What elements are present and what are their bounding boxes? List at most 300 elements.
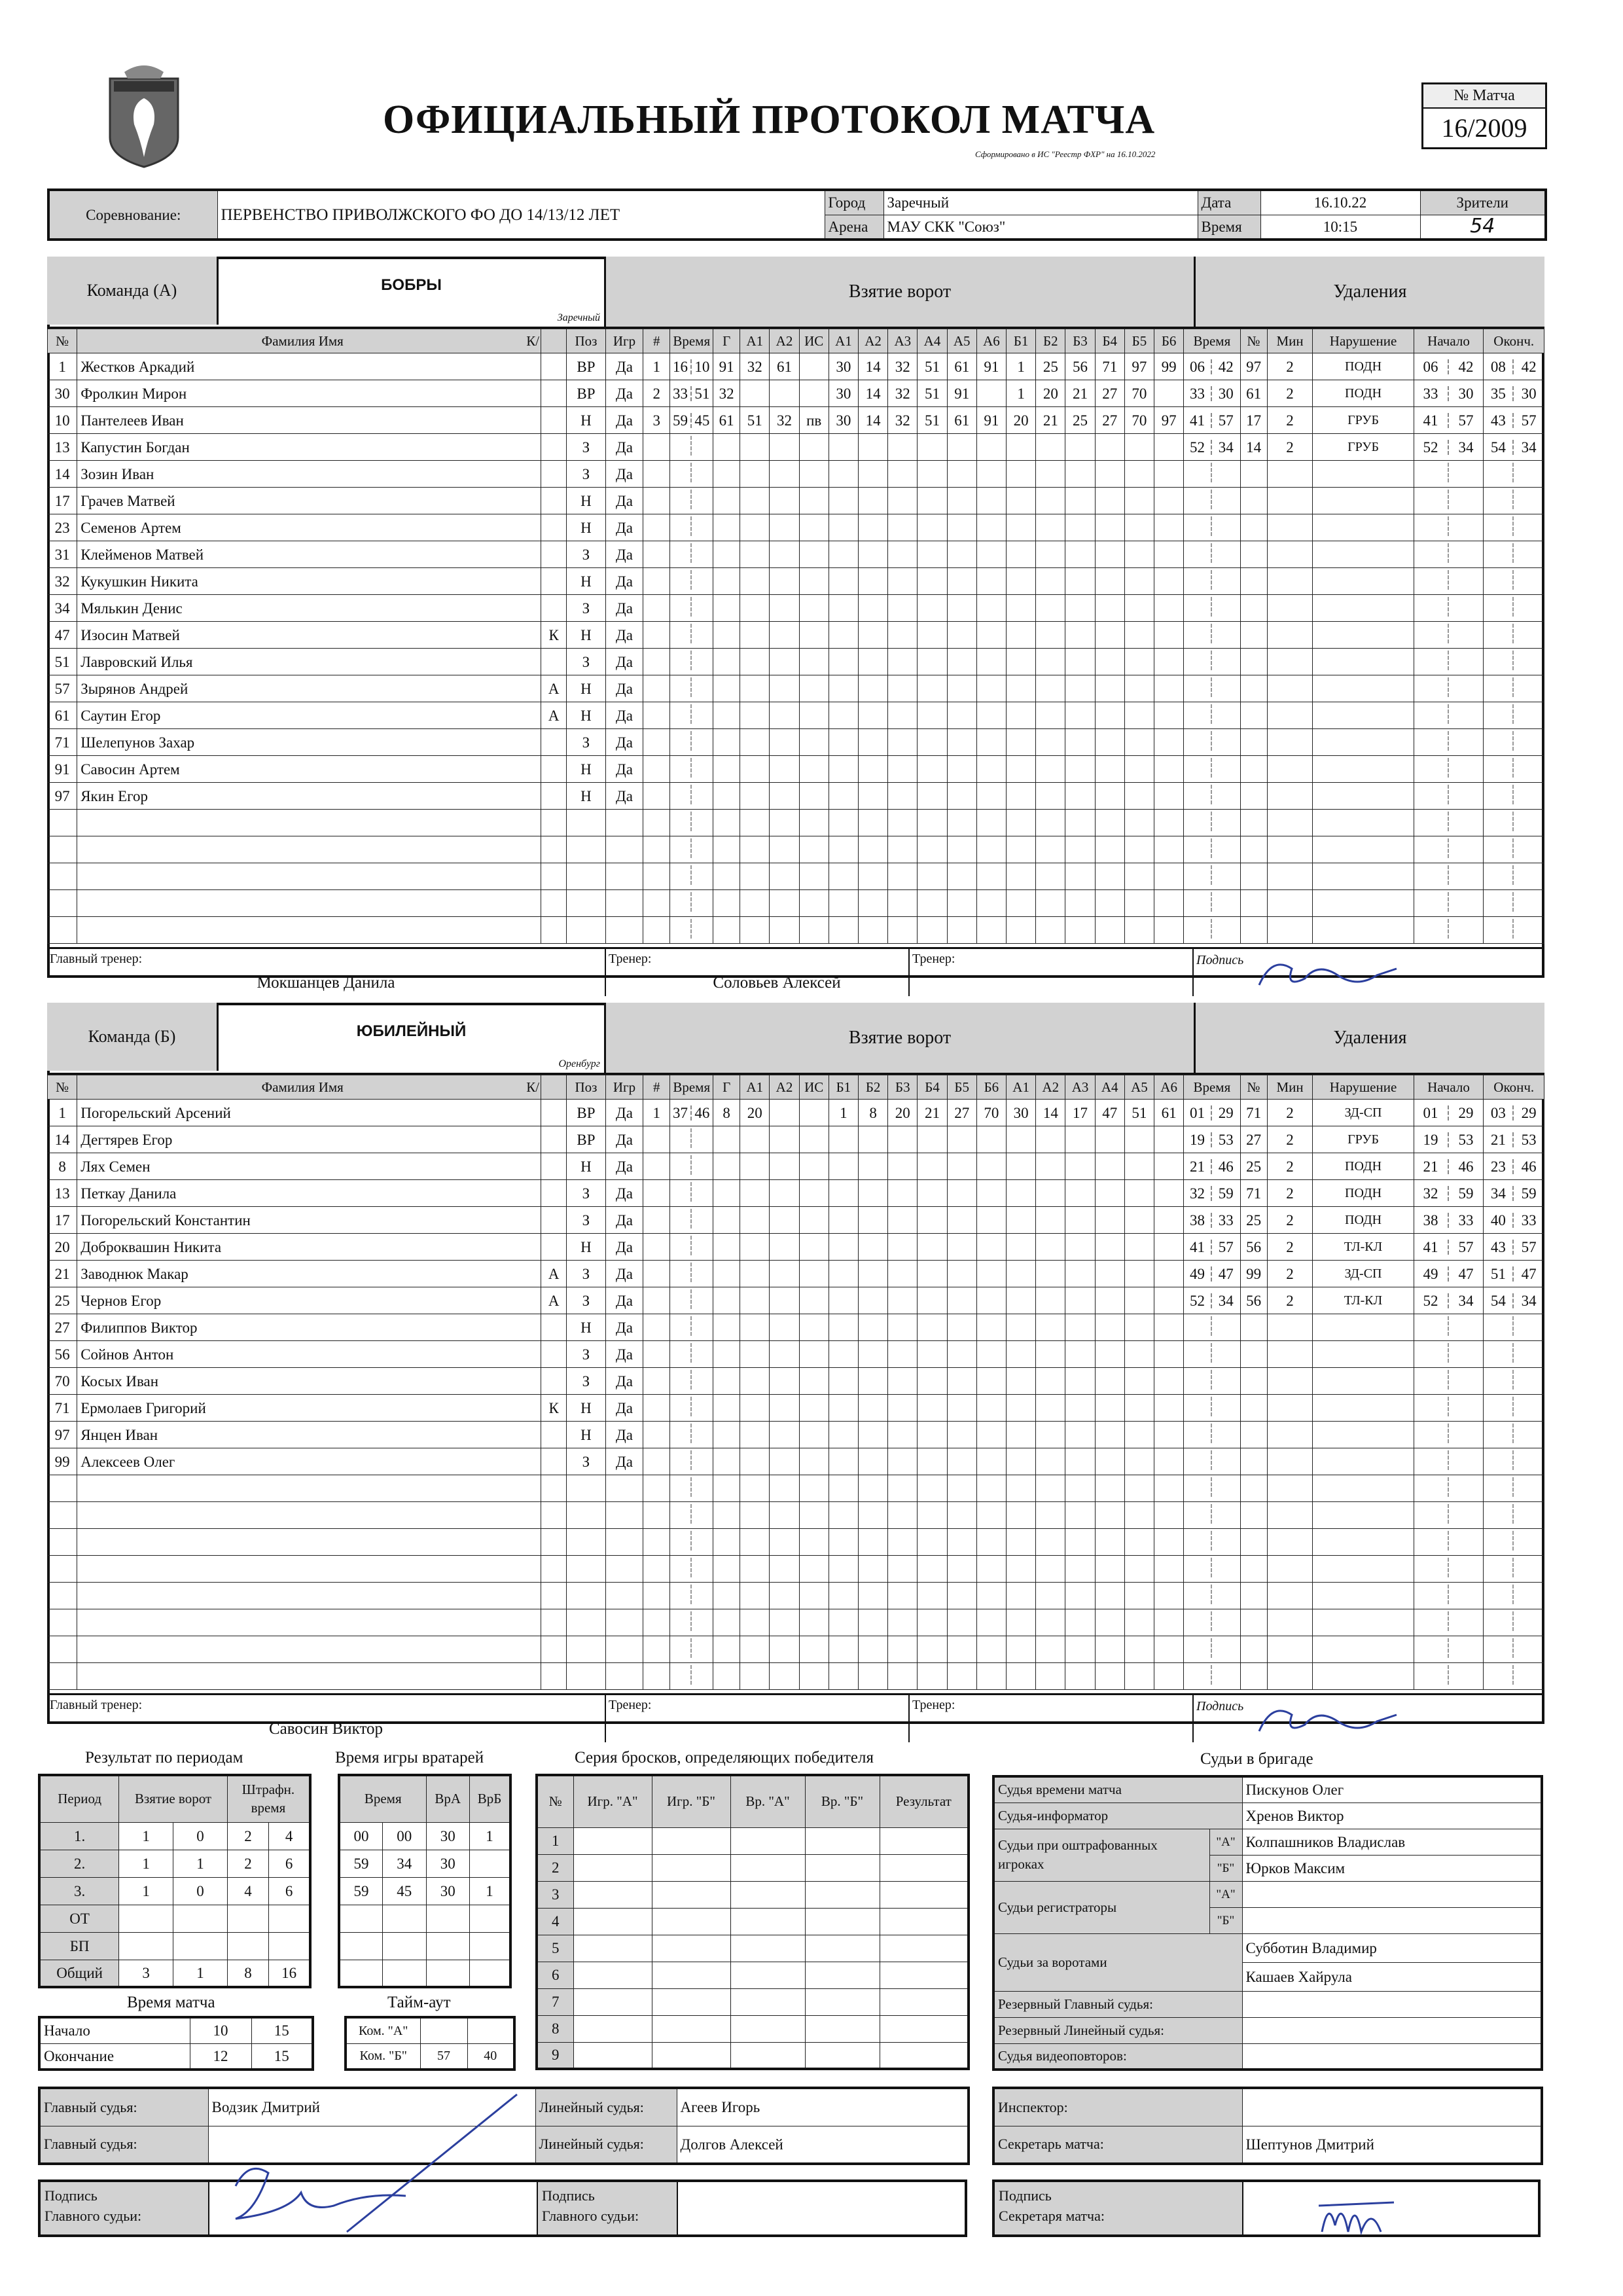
empty-cell [740,1395,770,1422]
goal-cell: 27 [1095,407,1124,434]
sh-num: 2 [537,1854,573,1881]
empty-cell [643,1475,670,1502]
coach-signature [1246,949,1403,996]
empty-cell [1240,836,1267,863]
empty-cell [888,917,918,944]
table-row [39,1822,310,1850]
period-cell: 0 [173,1822,228,1850]
period-cell: 3 [119,1960,173,1987]
col-igr: Игр [605,329,643,353]
empty-cell [1484,917,1544,944]
time-divider [670,1397,691,1416]
player-name: Саутин Егор [77,702,541,729]
empty-time-cell [670,1207,713,1234]
empty-cell [947,1529,976,1556]
gh-1: ВрА [426,1775,470,1822]
empty-cell [1184,1475,1240,1502]
team-a-coach: Соловьев Алексей [713,974,841,992]
empty-cell [1065,783,1095,810]
goal-cell: 91 [713,353,740,380]
period-cell: 1 [119,1850,173,1877]
crew-table [992,1775,1543,2071]
goal-col-1: Время [670,329,713,353]
table-row [537,2042,969,2069]
pen-sec: 29 [1218,1104,1234,1121]
empty-cell [713,1234,740,1261]
empty-cell [713,1583,740,1609]
pen-player: 27 [1240,1126,1267,1153]
empty-cell [805,1854,880,1881]
empty-cell [1007,1341,1036,1368]
arena: МАУ СКК "Союз" [883,215,1198,240]
empty-cell [1007,729,1036,756]
pen-end [1484,1180,1544,1207]
empty-cell [805,2042,880,2069]
empty-cell [1267,1609,1313,1636]
secretary-label: Секретарь матча: [993,2126,1242,2164]
goal-cell: 20 [740,1100,770,1126]
time-divider [1484,785,1514,804]
empty-cell [888,649,918,675]
empty-cell [1124,649,1154,675]
empty-cell [805,1935,880,1962]
empty-cell [1267,1583,1313,1609]
table-row [48,756,1544,783]
time-divider [670,1558,691,1577]
empty-cell [947,461,976,488]
empty-cell [888,514,918,541]
empty-cell [799,622,829,649]
player-pos: З [567,461,606,488]
goal-cell: 27 [947,1100,976,1126]
pen-reason: ТЛ-КЛ [1313,1287,1414,1314]
empty-cell [48,810,77,836]
empty-cell [1267,1368,1313,1395]
player-pos: З [567,1368,606,1395]
player-k: К [541,622,567,649]
empty-cell [1124,1126,1154,1153]
player-k [541,380,567,407]
empty-cell [740,514,770,541]
empty-cell [829,1261,858,1287]
shootout-table [535,1774,970,2070]
player-name: Фролкин Мирон [77,380,541,407]
empty-cell [859,1207,888,1234]
time-divider [1184,758,1212,778]
time-divider [1414,1370,1449,1390]
empty-cell [799,1422,829,1448]
pen-sec: 33 [1218,1211,1234,1229]
empty-cell [1414,675,1484,702]
goal-cell: 56 [1065,353,1095,380]
goal-cell: 21 [918,1100,947,1126]
player-k [541,729,567,756]
empty-cell [976,1234,1006,1261]
empty-cell [1240,622,1267,649]
empty-cell [888,1609,918,1636]
empty-cell [1065,541,1095,568]
player-pos: Н [567,514,606,541]
empty-cell [740,649,770,675]
empty-cell [976,1475,1006,1502]
player-pos: З [567,1287,606,1314]
goal-cell: 32 [888,407,918,434]
empty-cell [1036,488,1065,514]
pen-start [1414,1126,1484,1153]
empty-cell [1095,1341,1124,1368]
team-a-city: Заречный [557,312,600,323]
pen-time [1184,1126,1240,1153]
empty-cell [1414,595,1484,622]
goal-cell: 70 [1124,407,1154,434]
pen-end-sec: 59 [1521,1185,1537,1202]
empty-cell [1484,568,1544,595]
empty-cell [1154,1341,1184,1368]
empty-cell [770,1207,799,1234]
empty-cell [859,1234,888,1261]
pen-player: 25 [1240,1153,1267,1180]
empty-cell [1484,836,1544,863]
empty-cell [770,568,799,595]
sig-sec-label-1: Подпись [999,2187,1052,2204]
empty-cell [947,488,976,514]
empty-cell [1124,1422,1154,1448]
time-divider [1184,1343,1212,1363]
empty-cell [859,890,888,917]
empty-cell [859,836,888,863]
empty-cell [1414,702,1484,729]
empty-cell [1036,836,1065,863]
goal-cell: 20 [1036,380,1065,407]
empty-cell [713,1448,740,1475]
table-row [48,702,1544,729]
empty-cell [567,1475,606,1502]
empty-cell [1267,541,1313,568]
crew-value: Хренов Виктор [1242,1803,1542,1829]
empty-cell [1414,1422,1484,1448]
coach-label: Тренер: [609,1698,652,1712]
empty-cell [713,1609,740,1636]
time-divider [1484,570,1514,590]
time-divider [1414,1638,1449,1658]
empty-cell [947,1153,976,1180]
empty-cell [1065,595,1095,622]
empty-cell [1095,1287,1124,1314]
sh-head: Результат [880,1775,969,1827]
player-igr: Да [605,1234,643,1261]
empty-cell [1184,1368,1240,1395]
pen-start-sec: 29 [1458,1104,1474,1121]
empty-cell [740,1529,770,1556]
empty-cell [947,863,976,890]
empty-cell [713,1261,740,1287]
player-pos: ВР [567,1126,606,1153]
empty-cell [1240,863,1267,890]
crew-label: Судьи за воротами [993,1933,1242,1991]
empty-cell [1313,836,1414,863]
empty-cell [1007,434,1036,461]
empty-cell [770,595,799,622]
period-cell: ОТ [39,1905,119,1932]
spectators-label: Зрители [1420,190,1546,215]
pen-reason: ТЛ-КЛ [1313,1234,1414,1261]
team-b-sign-cell [1194,1695,1544,1742]
empty-cell [947,1583,976,1609]
empty-cell [770,729,799,756]
table-row [48,810,1544,836]
table-row [48,461,1544,488]
empty-cell [1484,461,1544,488]
pen-start-min: 19 [1414,1132,1449,1147]
period-cell: Общий [39,1960,119,1987]
empty-cell [1124,1180,1154,1207]
empty-cell [48,863,77,890]
empty-cell [1095,1422,1124,1448]
empty-cell [1124,568,1154,595]
empty-cell [1007,1287,1036,1314]
empty-cell [918,434,947,461]
empty-cell [947,810,976,836]
empty-cell [976,1287,1006,1314]
time-divider [1484,1504,1514,1524]
inspector-table [992,2087,1543,2165]
empty-cell [918,890,947,917]
empty-cell [1007,917,1036,944]
empty-cell [643,434,670,461]
empty-cell [976,1448,1006,1475]
goal-cell: 47 [1095,1100,1124,1126]
empty-cell [713,649,740,675]
empty-cell [947,1126,976,1153]
empty-cell [976,1502,1006,1529]
empty-cell [829,1180,858,1207]
player-igr: Да [605,1422,643,1448]
goal-cell: 30 [829,380,858,407]
goal-cell: 14 [859,380,888,407]
empty-cell [1313,890,1414,917]
timeout-cell: Ком. "Б" [346,2043,420,2070]
empty-cell [643,917,670,944]
pen-col-0: Время [1184,329,1240,353]
empty-cell [605,1636,643,1663]
player-k [541,434,567,461]
player-no: 30 [48,380,77,407]
player-pos: З [567,1207,606,1234]
empty-cell [1036,1556,1065,1583]
time-divider [670,516,691,536]
empty-cell [1007,461,1036,488]
time-divider [1484,1531,1514,1551]
empty-time-cell [670,568,713,595]
empty-cell [1240,514,1267,541]
period-cell [227,1905,268,1932]
empty-cell [799,890,829,917]
empty-cell [1267,836,1313,863]
empty-cell [1007,541,1036,568]
empty-cell [1414,1314,1484,1341]
goal-cell: пв [799,407,829,434]
empty-cell [643,1261,670,1287]
empty-cell [1184,1395,1240,1422]
pen-minutes: 2 [1267,1180,1313,1207]
empty-cell [48,1502,77,1529]
player-k [541,1314,567,1341]
empty-cell [713,917,740,944]
player-no: 47 [48,622,77,649]
goal-sec: 51 [694,385,710,402]
empty-cell [918,622,947,649]
competition: ПЕРВЕНСТВО ПРИВОЛЖСКОГО ФО ДО 14/13/12 ЛЕТ [217,190,825,240]
empty-cell [1065,917,1095,944]
empty-time-cell [670,434,713,461]
match-time-table [38,2016,314,2071]
time-divider [1184,1316,1212,1336]
empty-cell [730,1854,805,1881]
empty-cell [1007,1502,1036,1529]
empty-cell [1036,729,1065,756]
sig-sec-label-2: Секретаря матча: [999,2207,1105,2224]
pen-start [1414,1207,1484,1234]
time-divider [1414,651,1449,670]
empty-cell [1484,783,1544,810]
table-row [339,1877,510,1905]
date: 16.10.22 [1260,190,1420,215]
pen-reason: ПОДН [1313,353,1414,380]
pen-start-sec: 47 [1458,1265,1474,1282]
empty-cell [740,1153,770,1180]
goal-col-8: А3 [888,329,918,353]
empty-cell [799,1180,829,1207]
empty-cell [713,1502,740,1529]
empty-cell [643,1448,670,1475]
goal-cell [770,380,799,407]
empty-cell [859,1422,888,1448]
goal-col-2: Г [713,1075,740,1100]
empty-cell [859,622,888,649]
empty-cell [770,863,799,890]
empty-cell [740,702,770,729]
empty-cell [888,488,918,514]
empty-cell [1313,1422,1414,1448]
empty-cell [1313,863,1414,890]
empty-cell [1414,1529,1484,1556]
gk-cell [426,1905,470,1932]
empty-cell [1484,541,1544,568]
goal-num: 2 [643,380,670,407]
empty-cell [947,783,976,810]
pen-minutes: 2 [1267,353,1313,380]
time-divider [1484,1638,1514,1658]
empty-cell [947,702,976,729]
empty-cell [859,1126,888,1153]
empty-cell [48,1529,77,1556]
empty-cell [1184,1529,1240,1556]
empty-cell [1184,1448,1240,1475]
empty-cell [740,461,770,488]
empty-cell [740,1261,770,1287]
table-row [48,488,1544,514]
player-no: 8 [48,1153,77,1180]
empty-cell [1065,810,1095,836]
empty-cell [859,1502,888,1529]
empty-cell [1007,1126,1036,1153]
empty-cell [976,514,1006,541]
empty-cell [859,1636,888,1663]
empty-cell [1184,568,1240,595]
pen-start-sec: 57 [1458,1238,1474,1255]
empty-cell [1414,1448,1484,1475]
empty-cell [947,622,976,649]
empty-cell [713,675,740,702]
empty-cell [1484,1636,1544,1663]
pen-start-sec: 33 [1458,1211,1474,1229]
empty-cell [1240,1609,1267,1636]
period-cell: 4 [269,1822,310,1850]
empty-cell [1036,514,1065,541]
time-divider [1184,651,1212,670]
empty-cell [643,514,670,541]
gk-cell [470,1960,511,1987]
crew-tag: "Б" [1209,1855,1242,1881]
goal-cell: 61 [947,353,976,380]
empty-cell [1414,514,1484,541]
empty-cell [1313,702,1414,729]
empty-cell [1184,649,1240,675]
team-a-head-coach-cell [47,949,606,996]
player-name: Янцен Иван [77,1422,541,1448]
empty-cell [541,1636,567,1663]
player-no: 97 [48,1422,77,1448]
empty-cell [1007,1529,1036,1556]
goal-sec: 45 [694,412,710,429]
secretary: Шептунов Дмитрий [1242,2126,1542,2164]
match-time-cell: Окончание [39,2043,190,2070]
period-cell: 1 [119,1877,173,1905]
empty-cell [567,1583,606,1609]
empty-cell [859,1153,888,1180]
empty-cell [947,1207,976,1234]
period-cell: 1. [39,1822,119,1850]
sh-num: 8 [537,2015,573,2042]
pen-end [1484,1287,1544,1314]
empty-time-cell [670,702,713,729]
player-k [541,783,567,810]
goal-cell: 61 [1154,1100,1184,1126]
empty-time-cell [670,649,713,675]
empty-cell [1154,810,1184,836]
empty-cell [643,1556,670,1583]
time-divider [670,704,691,724]
player-k [541,514,567,541]
empty-cell [1036,1234,1065,1261]
empty-cell [1007,1207,1036,1234]
player-name: Зозин Иван [77,461,541,488]
time-divider [1414,758,1449,778]
period-cell: 0 [173,1877,228,1905]
empty-cell [1414,917,1484,944]
gk-cell [383,1960,427,1987]
sh-head: Вр. "Б" [805,1775,880,1827]
goal-cell: 70 [976,1100,1006,1126]
pen-minutes: 2 [1267,1287,1313,1314]
empty-time-cell [670,1556,713,1583]
player-name: Доброквашин Никита [77,1234,541,1261]
player-k: А [541,1261,567,1287]
table-row [48,1126,1544,1153]
goal-col-13: Б2 [1036,329,1065,353]
goal-cell: 51 [918,407,947,434]
pen-time [1184,1207,1240,1234]
